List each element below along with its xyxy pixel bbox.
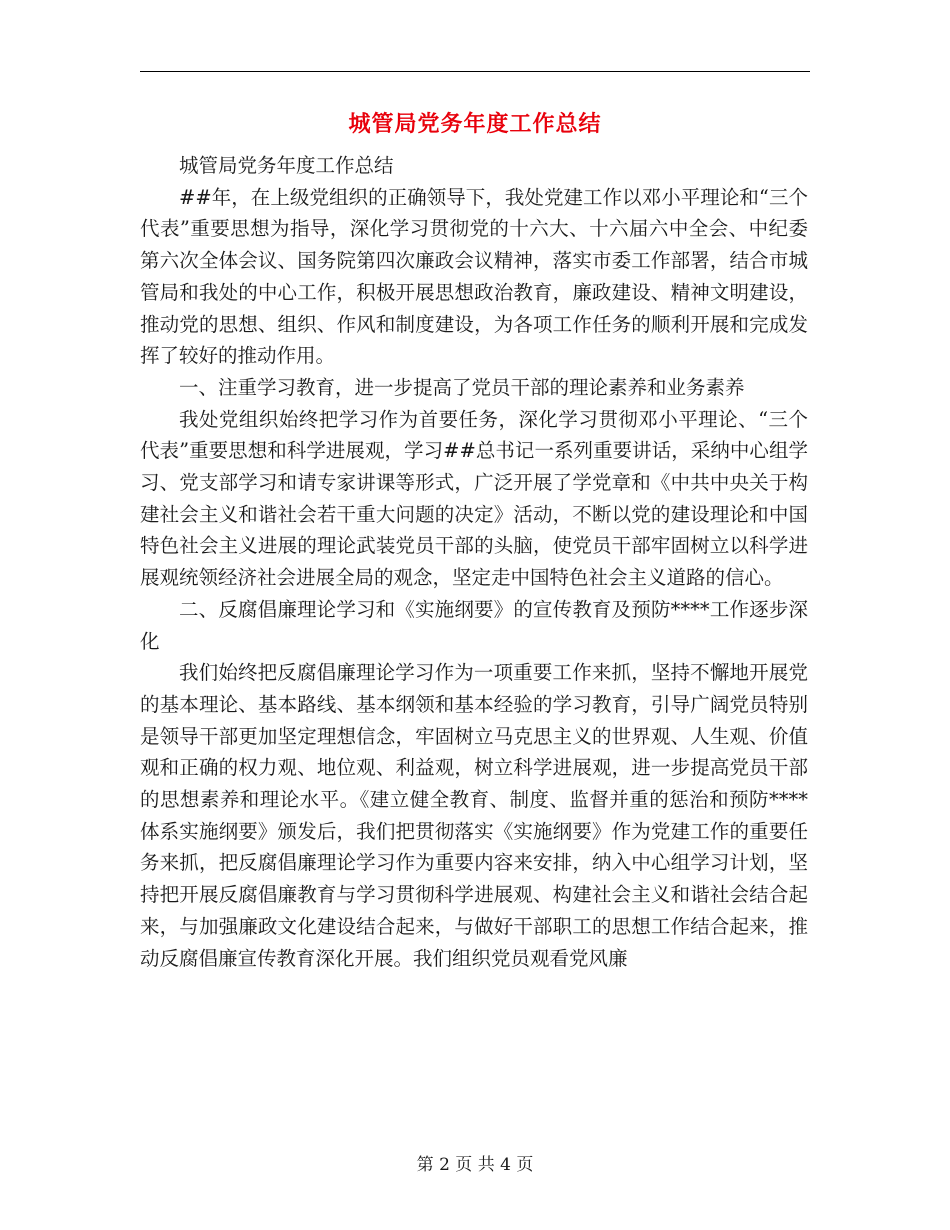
section-heading-1: 一、注重学习教育，进一步提高了党员干部的理论素养和业务素养 <box>179 375 745 399</box>
body-paragraph-intro: ##年，在上级党组织的正确领导下，我处党建工作以邓小平理论和“三个代表”重要思想为指导，深化学习贯彻党的十六大、十六届六中全会、中纪委第六次全体会议、国务院第四次廉政会议精神，落实市委工作部署，结合市城管局和我处的中心工作，积极开展思想政治教育，廉政建设、精神文明建设，推动党的思想、组织、作风和制度建设，为各项工作任务的顺利开展和完成发挥了较好的推动作用。 <box>140 185 808 368</box>
body-paragraph-section-2: 我们始终把反腐倡廉理论学习作为一项重要工作来抓，坚持不懈地开展党的基本理论、基本路线、基本纲领和基本经验的学习教育，引导广阔党员特别是领导干部更加坚定理想信念，牢固树立马克思主义的世界观、人生观、价值观和正确的权力观、地位观、利益观，树立科学进展观，进一步提高党员干部的思想素养和理论水平。《建立健全教育、制度、监督并重的惩治和预防****体系实施纲要》颁发后，我们把贯彻落实《实施纲要》作为党建工作的重要任务来抓，把反腐倡廉理论学习作为重要内容来安排，纳入中心组学习计划，坚持把开展反腐倡廉教育与学习贯彻科学进展观、构建社会主义和谐社会结合起来，与加强廉政文化建设结合起来，与做好干部职工的思想工作结合起来，推动反腐倡廉宣传教育深化开展。我们组织党员观看党风廉 <box>140 661 808 970</box>
page-number: 第 2 页 共 4 页 <box>416 1155 534 1175</box>
document-body <box>140 150 808 974</box>
header-rule <box>140 71 810 72</box>
section-heading-2: 二、反腐倡廉理论学习和《实施纲要》的宣传教育及预防****工作逐步深化 <box>140 597 808 653</box>
body-paragraph-section-1: 我处党组织始终把学习作为首要任务，深化学习贯彻邓小平理论、“三个代表”重要思想和科学进展观，学习##总书记一系列重要讲话，采纳中心组学习、党支部学习和请专家讲课等形式，广泛开展了学党章和《中共中央关于构建社会主义和谐社会若干重大问题的决定》活动，不断以党的建设理论和中国特色社会主义进展的理论武装党员干部的头脑，使党员干部牢固树立以科学进展观统领经济社会进展全局的观念，坚定走中国特色社会主义道路的信心。 <box>140 407 808 590</box>
body-paragraph-subtitle: 城管局党务年度工作总结 <box>179 154 394 177</box>
document-title: 城管局党务年度工作总结 <box>348 112 602 137</box>
